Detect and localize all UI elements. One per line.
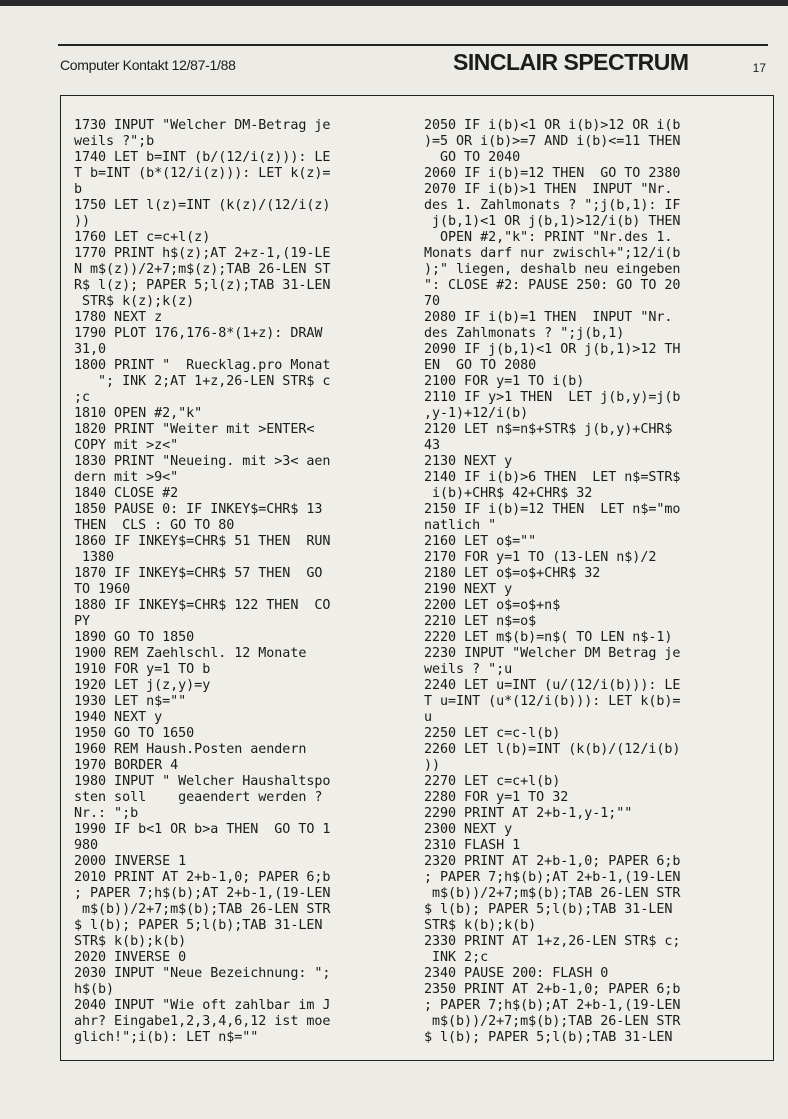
code-line: 2020 INVERSE 0	[74, 950, 187, 965]
code-line: 1940 NEXT y	[74, 710, 163, 725]
code-line: ))	[74, 214, 91, 229]
code-line: 1770 PRINT h$(z);AT 2+z-1,(19-LE	[74, 246, 331, 261]
code-line: N m$(z))/2+7;m$(z);TAB 26-LEN ST	[74, 262, 331, 277]
code-line: 2110 IF y>1 THEN LET j(b,y)=j(b	[424, 390, 681, 405]
code-line: 2140 IF i(b)>6 THEN LET n$=STR$	[424, 470, 681, 485]
code-line: THEN CLS : GO TO 80	[74, 518, 235, 533]
code-line: 2210 LET n$=o$	[424, 614, 537, 629]
code-line: b	[74, 182, 83, 197]
section-title: SINCLAIR SPECTRUM	[453, 49, 689, 75]
code-line: T b=INT (b*(12/i(z))): LET k(z)=	[74, 166, 331, 181]
code-line: m$(b))/2+7;m$(b);TAB 26-LEN STR	[74, 902, 331, 917]
code-line: 43	[424, 438, 441, 453]
code-line: ; PAPER 7;h$(b);AT 2+b-1,(19-LEN	[424, 870, 681, 885]
code-line: j(b,1)<1 OR j(b,1)>12/i(b) THEN	[424, 214, 681, 229]
page-header	[58, 44, 768, 80]
code-line: 2170 FOR y=1 TO (13-LEN n$)/2	[424, 550, 657, 565]
code-line: i(b)+CHR$ 42+CHR$ 32	[424, 486, 593, 501]
code-line: GO TO 2040	[424, 150, 521, 165]
code-line: $ l(b); PAPER 5;l(b);TAB 31-LEN	[424, 1030, 673, 1045]
code-line: 2130 NEXT y	[424, 454, 513, 469]
code-line: 2320 PRINT AT 2+b-1,0; PAPER 6;b	[424, 854, 681, 869]
code-line: 2290 PRINT AT 2+b-1,y-1;""	[424, 806, 633, 821]
code-line: 1800 PRINT " Ruecklag.pro Monat	[74, 358, 331, 373]
listing-left-column	[74, 118, 404, 1046]
code-line: Monats darf nur zwischl+";12/i(b	[424, 246, 681, 261]
code-line: 1990 IF b<1 OR b>a THEN GO TO 1	[74, 822, 331, 837]
publication-title: Computer Kontakt 12/87-1/88	[60, 57, 236, 73]
code-line: 1840 CLOSE #2	[74, 486, 179, 501]
code-line: COPY mit >z<"	[74, 438, 179, 453]
code-line: 1730 INPUT "Welcher DM-Betrag je	[74, 118, 331, 133]
code-line: Nr.: ";b	[74, 806, 139, 821]
code-line: 1740 LET b=INT (b/(12/i(z))): LE	[74, 150, 331, 165]
code-line: 1810 OPEN #2,"k"	[74, 406, 203, 421]
code-line: 1970 BORDER 4	[74, 758, 179, 773]
code-line: 1850 PAUSE 0: IF INKEY$=CHR$ 13	[74, 502, 323, 517]
code-line: 1750 LET l(z)=INT (k(z)/(12/i(z)	[74, 198, 331, 213]
code-line: 2040 INPUT "Wie oft zahlbar im J	[74, 998, 331, 1013]
code-line: 2310 FLASH 1	[424, 838, 521, 853]
code-line: ; PAPER 7;h$(b);AT 2+b-1,(19-LEN	[74, 886, 331, 901]
code-line: STR$ k(b);k(b)	[74, 934, 187, 949]
code-line: 2330 PRINT AT 1+z,26-LEN STR$ c;	[424, 934, 681, 949]
code-line: 31,0	[74, 342, 107, 357]
code-line: ;c	[74, 390, 91, 405]
code-line: 1760 LET c=c+l(z)	[74, 230, 211, 245]
code-line: 2230 INPUT "Welcher DM Betrag je	[424, 646, 681, 661]
code-line: ,y-1)+12/i(b)	[424, 406, 529, 421]
code-line: STR$ k(b);k(b)	[424, 918, 537, 933]
code-line: 2000 INVERSE 1	[74, 854, 187, 869]
code-line: 1380	[74, 550, 115, 565]
code-line: 1890 GO TO 1850	[74, 630, 195, 645]
basic-listing-box	[60, 95, 774, 1061]
code-line: 2100 FOR y=1 TO i(b)	[424, 374, 585, 389]
code-line: 2010 PRINT AT 2+b-1,0; PAPER 6;b	[74, 870, 331, 885]
code-line: 1930 LET n$=""	[74, 694, 187, 709]
code-line: 70	[424, 294, 441, 309]
code-line: 2340 PAUSE 200: FLASH 0	[424, 966, 609, 981]
code-line: 1980 INPUT " Welcher Haushaltspo	[74, 774, 331, 789]
code-line: 2070 IF i(b)>1 THEN INPUT "Nr.	[424, 182, 673, 197]
code-line: 2250 LET c=c-l(b)	[424, 726, 561, 741]
code-line: des 1. Zahlmonats ? ";j(b,1): IF	[424, 198, 681, 213]
code-line: TO 1960	[74, 582, 131, 597]
code-line: weils ?";b	[74, 134, 155, 149]
code-line: 2080 IF i(b)=1 THEN INPUT "Nr.	[424, 310, 673, 325]
code-line: m$(b))/2+7;m$(b);TAB 26-LEN STR	[424, 1014, 681, 1029]
code-line: 1910 FOR y=1 TO b	[74, 662, 211, 677]
code-line: dern mit >9<"	[74, 470, 179, 485]
code-line: 1870 IF INKEY$=CHR$ 57 THEN GO	[74, 566, 323, 581]
code-line: 1920 LET j(z,y)=y	[74, 678, 211, 693]
code-line: 2200 LET o$=o$+n$	[424, 598, 561, 613]
code-line: STR$ k(z);k(z)	[74, 294, 195, 309]
code-line: des Zahlmonats ? ";j(b,1)	[424, 326, 625, 341]
code-line: 2060 IF i(b)=12 THEN GO TO 2380	[424, 166, 681, 181]
code-line: 1830 PRINT "Neueing. mit >3< aen	[74, 454, 331, 469]
code-line: u	[424, 710, 433, 725]
code-line: "; INK 2;AT 1+z,26-LEN STR$ c	[74, 374, 331, 389]
page-top-edge	[0, 0, 788, 6]
code-line: sten soll geaendert werden ?	[74, 790, 323, 805]
code-line: weils ? ";u	[424, 662, 513, 677]
code-line: 2120 LET n$=n$+STR$ j(b,y)+CHR$	[424, 422, 673, 437]
code-line: 2030 INPUT "Neue Bezeichnung: ";	[74, 966, 331, 981]
code-line: EN GO TO 2080	[424, 358, 537, 373]
code-line: 2090 IF j(b,1)<1 OR j(b,1)>12 TH	[424, 342, 681, 357]
code-line: 2280 FOR y=1 TO 32	[424, 790, 569, 805]
code-line: ahr? Eingabe1,2,3,4,6,12 ist moe	[74, 1014, 331, 1029]
code-line: R$ l(z); PAPER 5;l(z);TAB 31-LEN	[74, 278, 331, 293]
code-line: $ l(b); PAPER 5;l(b);TAB 31-LEN	[424, 902, 673, 917]
code-line: )=5 OR i(b)>=7 AND i(b)<=11 THEN	[424, 134, 681, 149]
code-line: T u=INT (u*(12/i(b))): LET k(b)=	[424, 694, 681, 709]
code-line: 2150 IF i(b)=12 THEN LET n$="mo	[424, 502, 681, 517]
code-line: 1950 GO TO 1650	[74, 726, 195, 741]
code-line: 2160 LET o$=""	[424, 534, 537, 549]
page-number: 17	[752, 61, 766, 75]
code-line: 1900 REM Zaehlschl. 12 Monate	[74, 646, 307, 661]
code-line: 2190 NEXT y	[424, 582, 513, 597]
code-line: 2050 IF i(b)<1 OR i(b)>12 OR i(b	[424, 118, 681, 133]
code-line: INK 2;c	[424, 950, 489, 965]
code-line: 2270 LET c=c+l(b)	[424, 774, 561, 789]
code-line: m$(b))/2+7;m$(b);TAB 26-LEN STR	[424, 886, 681, 901]
code-line: ; PAPER 7;h$(b);AT 2+b-1,(19-LEN	[424, 998, 681, 1013]
code-line: ))	[424, 758, 441, 773]
listing-right-column	[424, 118, 764, 1046]
code-line: 1790 PLOT 176,176-8*(1+z): DRAW	[74, 326, 323, 341]
code-line: 2220 LET m$(b)=n$( TO LEN n$-1)	[424, 630, 673, 645]
code-line: OPEN #2,"k": PRINT "Nr.des 1.	[424, 230, 673, 245]
code-line: 1860 IF INKEY$=CHR$ 51 THEN RUN	[74, 534, 331, 549]
code-line: 1780 NEXT z	[74, 310, 163, 325]
code-line: PY	[74, 614, 91, 629]
code-line: $ l(b); PAPER 5;l(b);TAB 31-LEN	[74, 918, 323, 933]
code-line: glich!";i(b): LET n$=""	[74, 1030, 259, 1045]
code-line: 1880 IF INKEY$=CHR$ 122 THEN CO	[74, 598, 331, 613]
code-line: 2180 LET o$=o$+CHR$ 32	[424, 566, 601, 581]
code-line: ": CLOSE #2: PAUSE 250: GO TO 20	[424, 278, 681, 293]
code-line: natlich "	[424, 518, 497, 533]
code-line: 1820 PRINT "Weiter mit >ENTER<	[74, 422, 315, 437]
code-line: h$(b)	[74, 982, 115, 997]
code-line: 1960 REM Haush.Posten aendern	[74, 742, 307, 757]
code-line: 2300 NEXT y	[424, 822, 513, 837]
code-line: 980	[74, 838, 99, 853]
code-line: 2260 LET l(b)=INT (k(b)/(12/i(b)	[424, 742, 681, 757]
code-line: 2350 PRINT AT 2+b-1,0; PAPER 6;b	[424, 982, 681, 997]
code-line: );" liegen, deshalb neu eingeben	[424, 262, 681, 277]
code-line: 2240 LET u=INT (u/(12/i(b))): LE	[424, 678, 681, 693]
